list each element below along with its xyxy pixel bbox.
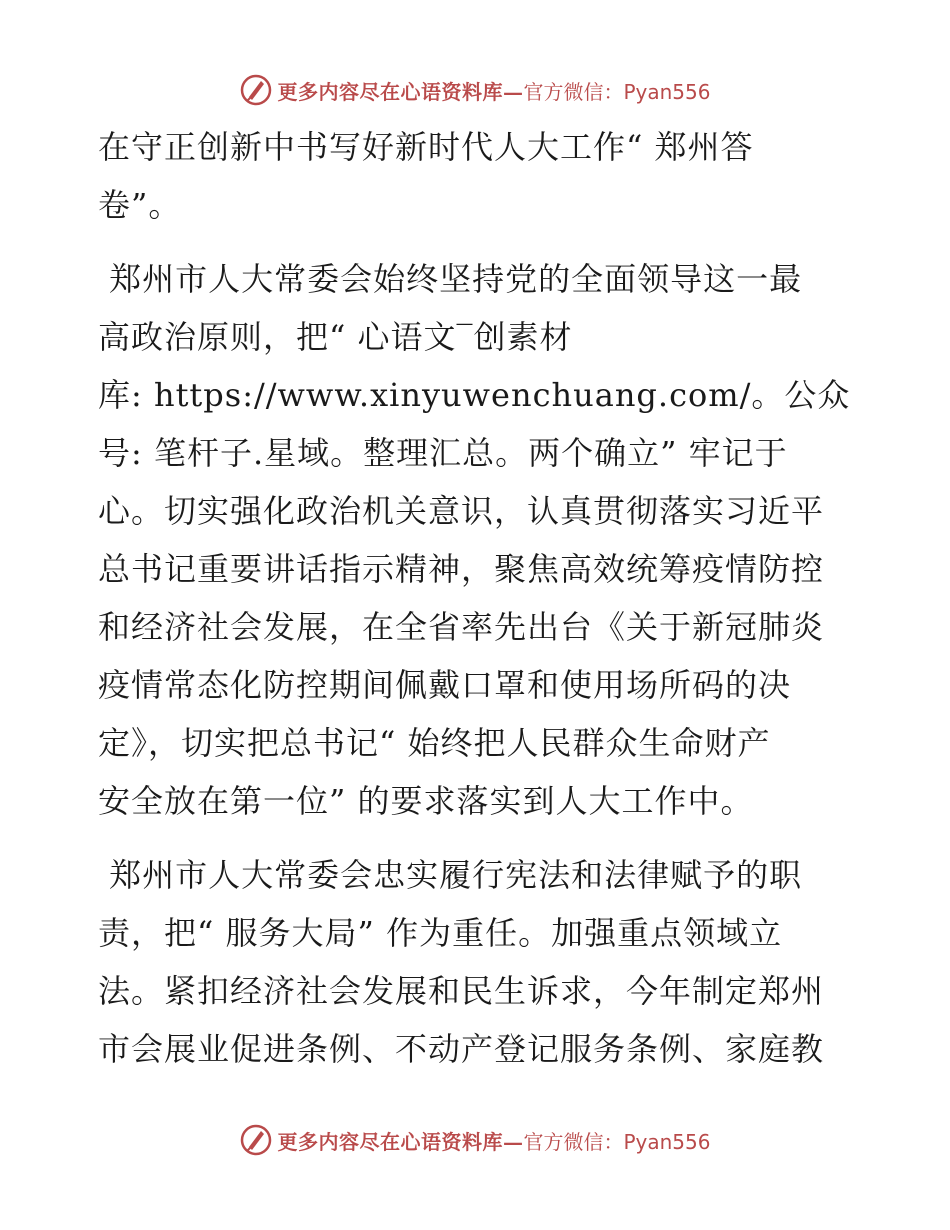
text-line: 库: https://www.xinyuwenchuang.com/。公众 xyxy=(98,376,851,414)
text-line: 市会展业促进条例、不动产登记服务条例、家庭教 xyxy=(98,1030,825,1068)
text-line: 卷”。 xyxy=(98,186,182,224)
text-line: 郑州市人大常委会忠实履行宪法和法律赋予的职 xyxy=(98,856,803,894)
text-line: 高政治原则，把“ 心语文‾创素材 xyxy=(98,318,573,356)
text-line: 和经济社会发展，在全省率先出台《关于新冠肺炎 xyxy=(98,608,825,646)
quill-logo-icon xyxy=(239,73,273,107)
header-wechat-text: 官方微信：Pyan556 xyxy=(523,79,711,104)
text-line: 在守正创新中书写好新时代人大工作“ 郑州答 xyxy=(98,128,754,166)
text-line: 总书记重要讲话指示精神，聚焦高效统筹疫情防控 xyxy=(98,550,825,588)
footer-banner xyxy=(0,1120,950,1160)
text-line: 郑州市人大常委会始终坚持党的全面领导这一最 xyxy=(98,260,803,298)
header-site-text: 更多内容尽在心语资料库— xyxy=(277,79,524,104)
paragraph-3 xyxy=(98,846,858,1078)
paragraph-2 xyxy=(98,250,858,830)
text-line: 安全放在第一位” 的要求落实到人大工作中。 xyxy=(98,782,754,820)
text-line: 责，把“ 服务大局” 作为重任。加强重点领域立 xyxy=(98,914,783,952)
header-banner xyxy=(0,70,950,110)
footer-site-text: 更多内容尽在心语资料库— xyxy=(277,1129,524,1154)
text-line: 疫情常态化防控期间佩戴口罩和使用场所码的决 xyxy=(98,666,792,704)
quill-logo-icon xyxy=(239,1123,273,1157)
paragraph-1 xyxy=(98,118,858,234)
footer-wechat-text: 官方微信：Pyan556 xyxy=(523,1129,711,1154)
text-line: 心。切实强化政治机关意识，认真贯彻落实习近平 xyxy=(98,492,825,530)
document-body xyxy=(98,118,858,1078)
text-line: 定》，切实把总书记“ 始终把人民群众生命财产 xyxy=(98,724,771,762)
text-line: 法。紧扣经济社会发展和民生诉求，今年制定郑州 xyxy=(98,972,825,1010)
text-line: 号: 笔杆子.星域。整理汇总。两个确立” 牢记于 xyxy=(98,434,788,472)
